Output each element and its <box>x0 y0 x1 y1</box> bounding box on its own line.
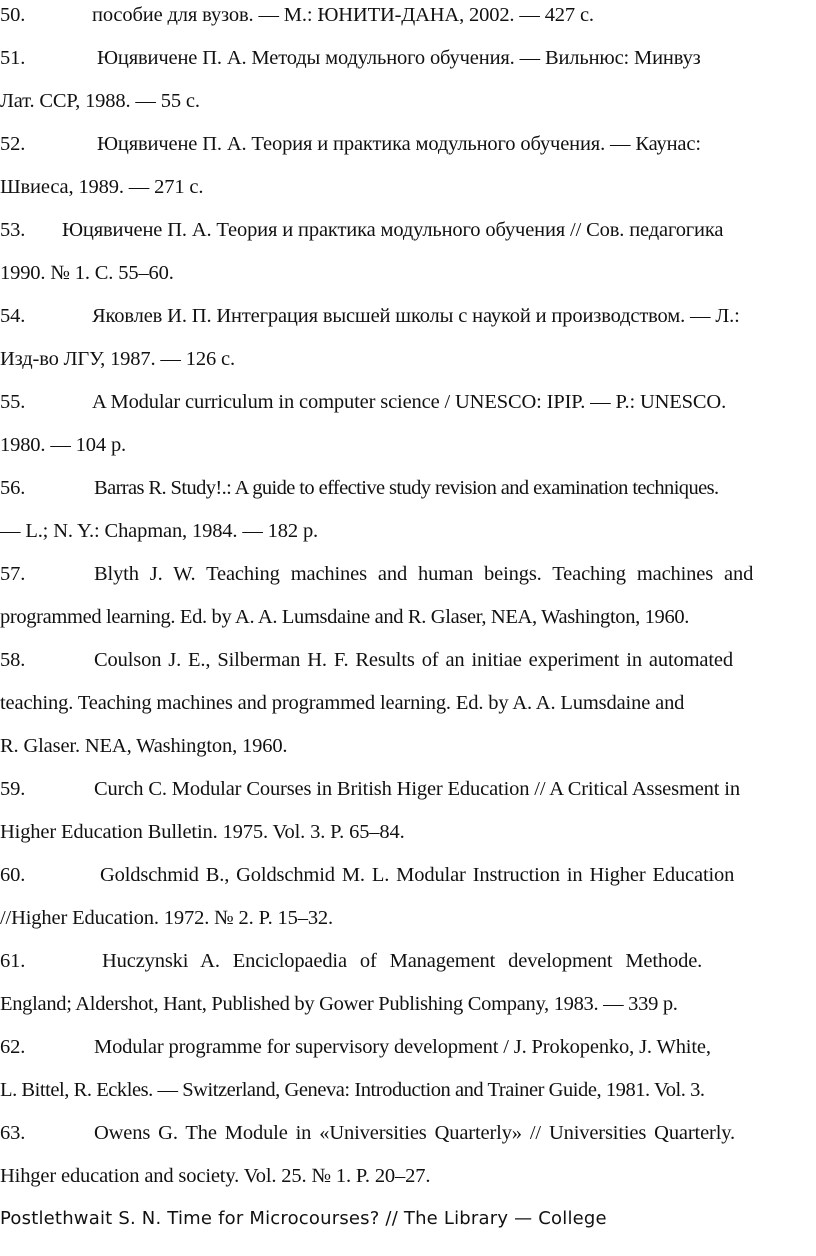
reference-text: Яковлев И. П. Интеграция высшей школы с наукой и производством. — Л.: <box>92 305 740 327</box>
reference-text: Лат. ССР, 1988. — 55 с. <box>0 90 200 112</box>
reference-text: — L.; N. Y.: Chapman, 1984. — 182 p. <box>0 520 319 542</box>
reference-number: 52. <box>0 133 26 155</box>
reference-number: 60. <box>0 864 26 886</box>
reference-text: Goldschmid B., Goldschmid M. L. Modular Instruction in Higher Education <box>100 864 735 886</box>
reference-number: 51. <box>0 47 26 69</box>
reference-text: Owens G. The Module in «Universities Quarterly» // Universities Quarterly. <box>94 1122 736 1144</box>
reference-number: 50. <box>0 4 26 26</box>
reference-text: пособие для вузов. — М.: ЮНИТИ-ДАНА, 2002. — 427 с. <box>92 4 594 26</box>
reference-text: Швиеса, 1989. — 271 с. <box>0 176 204 198</box>
reference-text: 1990. № 1. С. 55–60. <box>0 262 174 284</box>
reference-text: Юцявичене П. А. Методы модульного обучения. — Вильнюс: Минвуз <box>97 47 701 69</box>
reference-text: Юцявичене П. А. Теория и практика модульного обучения // Сов. педагогика <box>62 219 724 241</box>
reference-text: programmed learning. Ed. by A. A. Lumsdaine and R. Glaser, NEA, Washington, 1960. <box>0 606 690 628</box>
reference-number: 59. <box>0 778 26 800</box>
reference-number: 58. <box>0 649 26 671</box>
reference-text: England; Aldershot, Hant, Published by Gower Publishing Company, 1983. — 339 p. <box>0 993 678 1015</box>
reference-number: 62. <box>0 1036 26 1058</box>
reference-number: 57. <box>0 563 26 585</box>
reference-text: //Higher Education. 1972. № 2. P. 15–32. <box>0 907 333 929</box>
reference-number: 53. <box>0 219 26 241</box>
reference-text: Изд-во ЛГУ, 1987. — 126 с. <box>0 348 235 370</box>
reference-number: 63. <box>0 1122 26 1144</box>
reference-text: Barras R. Study!.: A guide to effective study revision and examination techniques. <box>94 477 719 499</box>
reference-text: Modular programme for supervisory development / J. Prokopenko, J. White, <box>94 1036 711 1058</box>
reference-number: 54. <box>0 305 26 327</box>
reference-text: Юцявичене П. А. Теория и практика модульного обучения. — Каунас: <box>97 133 701 155</box>
reference-text: Curch C. Modular Courses in British Higer Education // A Critical Assesment in <box>94 778 740 800</box>
reference-number: 61. <box>0 950 26 972</box>
reference-text: Postlethwait S. N. Time for Microcourses? // The Library — College <box>0 1208 607 1229</box>
reference-text: Coulson J. E., Silberman H. F. Results of an initiae experiment in automated <box>94 649 733 671</box>
reference-text: L. Bittel, R. Eckles. — Switzerland, Geneva: Introduction and Trainer Guide, 1981. Vol. 3. <box>0 1079 705 1101</box>
reference-text: Higher Education Bulletin. 1975. Vol. 3. P. 65–84. <box>0 821 405 843</box>
reference-text: teaching. Teaching machines and programmed learning. Ed. by A. A. Lumsdaine and <box>0 692 685 714</box>
reference-text: Huczynski A. Enciclopaedia of Management development Methode. <box>102 950 703 972</box>
reference-number: 55. <box>0 391 26 413</box>
reference-text: Hihger education and society. Vol. 25. № 1. P. 20–27. <box>0 1165 431 1187</box>
reference-text: 1980. — 104 p. <box>0 434 127 456</box>
reference-text: Blyth J. W. Teaching machines and human beings. Teaching machines and <box>94 563 754 585</box>
reference-text: A Modular curriculum in computer science / UNESCO: IPIP. — P.: UNESCO. <box>92 391 727 413</box>
reference-text: R. Glaser. NEA, Washington, 1960. <box>0 735 288 757</box>
reference-number: 56. <box>0 477 26 499</box>
